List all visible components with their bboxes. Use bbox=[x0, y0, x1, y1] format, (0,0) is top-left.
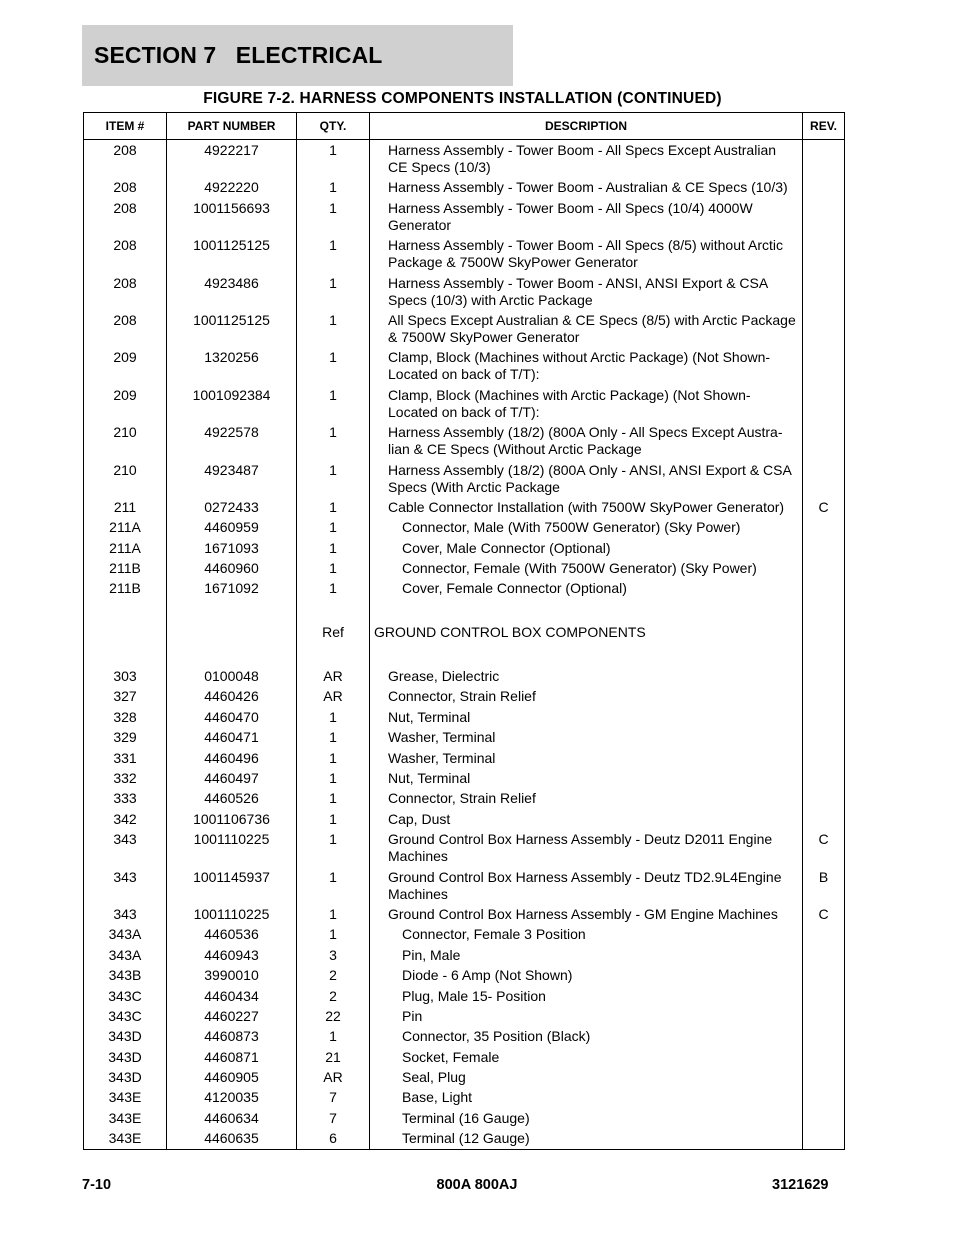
cell-description: Washer, Terminal bbox=[370, 729, 803, 749]
table-row bbox=[84, 770, 845, 790]
cell-description: Connector, Female 3 Position bbox=[370, 926, 803, 946]
table-row bbox=[84, 1130, 845, 1150]
cell-qty: 7 bbox=[297, 1110, 370, 1130]
cell-part-number: 1001145937 bbox=[167, 869, 297, 906]
table-row bbox=[84, 499, 845, 519]
cell-qty: 1 bbox=[297, 237, 370, 274]
cell-item: 343C bbox=[84, 988, 167, 1008]
cell-description: Base, Light bbox=[370, 1089, 803, 1109]
cell-rev bbox=[803, 688, 845, 708]
cell-description: Connector, Female (With 7500W Generator) (Sky Power) bbox=[370, 560, 803, 580]
cell-part-number: 4460471 bbox=[167, 729, 297, 749]
cell-description: Terminal (12 Gauge) bbox=[370, 1130, 803, 1150]
cell-qty: 1 bbox=[297, 179, 370, 199]
table-row bbox=[84, 688, 845, 708]
cell-part-number: 4460497 bbox=[167, 770, 297, 790]
cell-rev bbox=[803, 1069, 845, 1089]
cell-item: 343D bbox=[84, 1049, 167, 1069]
cell-qty: AR bbox=[297, 688, 370, 708]
cell-description: Connector, Male (With 7500W Generator) (Sky Power) bbox=[370, 519, 803, 539]
cell-item: 208 bbox=[84, 237, 167, 274]
cell-qty: 1 bbox=[297, 200, 370, 237]
spacer-cell bbox=[370, 645, 803, 668]
cell-rev: B bbox=[803, 869, 845, 906]
col-header-qty: QTY. bbox=[297, 113, 370, 140]
cell-qty: 1 bbox=[297, 499, 370, 519]
cell-item: 343 bbox=[84, 831, 167, 868]
cell-description: Cap, Dust bbox=[370, 811, 803, 831]
table-row bbox=[84, 540, 845, 560]
table-row bbox=[84, 312, 845, 349]
cell-rev bbox=[803, 140, 845, 180]
cell-qty: AR bbox=[297, 668, 370, 688]
cell-item: 208 bbox=[84, 140, 167, 180]
model-label: 800A 800AJ bbox=[436, 1177, 518, 1193]
cell-rev bbox=[803, 349, 845, 386]
cell-rev bbox=[803, 750, 845, 770]
cell-description: Seal, Plug bbox=[370, 1069, 803, 1089]
cell-rev bbox=[803, 1008, 845, 1028]
table-row bbox=[84, 1008, 845, 1028]
cell-item: 343E bbox=[84, 1089, 167, 1109]
cell-description: Harness Assembly - Tower Boom - Australian & CE Specs (10/3) bbox=[370, 179, 803, 199]
cell-description: GROUND CONTROL BOX COMPONENTS bbox=[370, 624, 803, 644]
cell-qty: 1 bbox=[297, 349, 370, 386]
cell-item: 327 bbox=[84, 688, 167, 708]
parts-table bbox=[83, 112, 845, 1150]
cell-description: Plug, Male 15- Position bbox=[370, 988, 803, 1008]
cell-qty: 2 bbox=[297, 967, 370, 987]
cell-rev bbox=[803, 462, 845, 499]
cell-rev bbox=[803, 519, 845, 539]
table-row bbox=[84, 179, 845, 199]
table-row bbox=[84, 947, 845, 967]
cell-item: 343D bbox=[84, 1069, 167, 1089]
cell-part-number: 4460536 bbox=[167, 926, 297, 946]
cell-description: Diode - 6 Amp (Not Shown) bbox=[370, 967, 803, 987]
cell-qty: 7 bbox=[297, 1089, 370, 1109]
cell-rev bbox=[803, 624, 845, 644]
table-row bbox=[84, 750, 845, 770]
cell-part-number: 4460943 bbox=[167, 947, 297, 967]
table-row bbox=[84, 926, 845, 946]
cell-item: 210 bbox=[84, 424, 167, 461]
cell-description: Cover, Female Connector (Optional) bbox=[370, 580, 803, 600]
cell-rev bbox=[803, 200, 845, 237]
cell-item: 210 bbox=[84, 462, 167, 499]
col-header-rev: REV. bbox=[803, 113, 845, 140]
cell-qty: 1 bbox=[297, 750, 370, 770]
cell-rev bbox=[803, 967, 845, 987]
cell-rev bbox=[803, 926, 845, 946]
cell-qty: 22 bbox=[297, 1008, 370, 1028]
cell-description: Harness Assembly - Tower Boom - All Specs (8/5) without Arctic Package & 7500W SkyPower Generator bbox=[370, 237, 803, 274]
spacer-row bbox=[84, 645, 845, 668]
cell-rev bbox=[803, 387, 845, 424]
cell-qty: 1 bbox=[297, 540, 370, 560]
cell-description: Pin, Male bbox=[370, 947, 803, 967]
col-header-item: ITEM # bbox=[84, 113, 167, 140]
cell-description: Grease, Dielectric bbox=[370, 668, 803, 688]
cell-rev bbox=[803, 560, 845, 580]
cell-qty: 1 bbox=[297, 790, 370, 810]
cell-description: Connector, Strain Relief bbox=[370, 790, 803, 810]
cell-qty: Ref bbox=[297, 624, 370, 644]
cell-part-number: 4460905 bbox=[167, 1069, 297, 1089]
cell-rev bbox=[803, 770, 845, 790]
cell-qty: 1 bbox=[297, 312, 370, 349]
cell-qty: 1 bbox=[297, 709, 370, 729]
cell-qty: 1 bbox=[297, 770, 370, 790]
cell-qty: 1 bbox=[297, 519, 370, 539]
cell-rev bbox=[803, 1028, 845, 1048]
cell-item: 343A bbox=[84, 926, 167, 946]
table-row bbox=[84, 140, 845, 180]
cell-rev bbox=[803, 709, 845, 729]
document-number: 3121629 bbox=[772, 1177, 829, 1193]
figure-title: FIGURE 7-2. HARNESS COMPONENTS INSTALLATION (CONTINUED) bbox=[203, 90, 722, 107]
table-row bbox=[84, 1049, 845, 1069]
cell-qty: 1 bbox=[297, 560, 370, 580]
table-row bbox=[84, 906, 845, 926]
table-row bbox=[84, 729, 845, 749]
cell-rev bbox=[803, 540, 845, 560]
cell-description: Cover, Male Connector (Optional) bbox=[370, 540, 803, 560]
cell-rev bbox=[803, 179, 845, 199]
table-row bbox=[84, 709, 845, 729]
table-row bbox=[84, 1069, 845, 1089]
cell-description: Nut, Terminal bbox=[370, 709, 803, 729]
table-row bbox=[84, 560, 845, 580]
cell-qty: 1 bbox=[297, 1028, 370, 1048]
cell-item: 211A bbox=[84, 519, 167, 539]
cell-description: Cable Connector Installation (with 7500W SkyPower Generator) bbox=[370, 499, 803, 519]
cell-rev bbox=[803, 729, 845, 749]
cell-part-number: 1001110225 bbox=[167, 831, 297, 868]
spacer-cell bbox=[803, 601, 845, 624]
cell-item: 333 bbox=[84, 790, 167, 810]
table-row bbox=[84, 624, 845, 644]
cell-item: 211A bbox=[84, 540, 167, 560]
cell-part-number: 4922217 bbox=[167, 140, 297, 180]
cell-item: 342 bbox=[84, 811, 167, 831]
table-row bbox=[84, 1028, 845, 1048]
cell-part-number: 1001092384 bbox=[167, 387, 297, 424]
parts-table-body bbox=[84, 140, 845, 1150]
cell-part-number: 0272433 bbox=[167, 499, 297, 519]
cell-rev: C bbox=[803, 499, 845, 519]
cell-description: Harness Assembly - Tower Boom - All Specs (10/4) 4000W Generator bbox=[370, 200, 803, 237]
table-row bbox=[84, 462, 845, 499]
cell-rev bbox=[803, 275, 845, 312]
cell-qty: 1 bbox=[297, 811, 370, 831]
cell-item: 211 bbox=[84, 499, 167, 519]
cell-part-number: 1001156693 bbox=[167, 200, 297, 237]
cell-part-number: 4460871 bbox=[167, 1049, 297, 1069]
spacer-cell bbox=[370, 601, 803, 624]
cell-part-number bbox=[167, 624, 297, 644]
cell-description: Harness Assembly - Tower Boom - All Specs Except Australian CE Specs (10/3) bbox=[370, 140, 803, 180]
cell-rev bbox=[803, 424, 845, 461]
cell-part-number: 0100048 bbox=[167, 668, 297, 688]
cell-item: 343A bbox=[84, 947, 167, 967]
table-row bbox=[84, 831, 845, 868]
cell-description: Socket, Female bbox=[370, 1049, 803, 1069]
cell-part-number: 1001106736 bbox=[167, 811, 297, 831]
spacer-cell bbox=[297, 601, 370, 624]
cell-rev bbox=[803, 947, 845, 967]
cell-item: 208 bbox=[84, 200, 167, 237]
cell-item bbox=[84, 624, 167, 644]
cell-qty: 1 bbox=[297, 424, 370, 461]
table-row bbox=[84, 811, 845, 831]
cell-part-number: 3990010 bbox=[167, 967, 297, 987]
cell-item: 343B bbox=[84, 967, 167, 987]
cell-item: 208 bbox=[84, 275, 167, 312]
cell-description: Connector, 35 Position (Black) bbox=[370, 1028, 803, 1048]
cell-part-number: 4460426 bbox=[167, 688, 297, 708]
cell-description: Clamp, Block (Machines without Arctic Package) (Not Shown-Located on back of T/T): bbox=[370, 349, 803, 386]
table-row bbox=[84, 424, 845, 461]
spacer-cell bbox=[84, 645, 167, 668]
spacer-cell bbox=[803, 645, 845, 668]
cell-qty: 6 bbox=[297, 1130, 370, 1150]
cell-description: Clamp, Block (Machines with Arctic Package) (Not Shown-Located on back of T/T): bbox=[370, 387, 803, 424]
cell-item: 209 bbox=[84, 387, 167, 424]
spacer-cell bbox=[297, 645, 370, 668]
cell-item: 331 bbox=[84, 750, 167, 770]
table-row bbox=[84, 237, 845, 274]
cell-qty: 21 bbox=[297, 1049, 370, 1069]
cell-item: 211B bbox=[84, 580, 167, 600]
cell-qty: AR bbox=[297, 1069, 370, 1089]
table-row bbox=[84, 869, 845, 906]
cell-part-number: 4923487 bbox=[167, 462, 297, 499]
cell-rev bbox=[803, 237, 845, 274]
cell-qty: 1 bbox=[297, 275, 370, 312]
cell-part-number: 1671092 bbox=[167, 580, 297, 600]
cell-item: 208 bbox=[84, 312, 167, 349]
cell-description: Ground Control Box Harness Assembly - GM Engine Machines bbox=[370, 906, 803, 926]
cell-item: 208 bbox=[84, 179, 167, 199]
cell-item: 343E bbox=[84, 1110, 167, 1130]
cell-description: Connector, Strain Relief bbox=[370, 688, 803, 708]
cell-description: Pin bbox=[370, 1008, 803, 1028]
cell-item: 343D bbox=[84, 1028, 167, 1048]
col-header-part-number: PART NUMBER bbox=[167, 113, 297, 140]
table-row bbox=[84, 519, 845, 539]
cell-description: Ground Control Box Harness Assembly - Deutz TD2.9L4Engine Machines bbox=[370, 869, 803, 906]
cell-qty: 1 bbox=[297, 462, 370, 499]
spacer-row bbox=[84, 601, 845, 624]
cell-rev bbox=[803, 1049, 845, 1069]
cell-part-number: 4460227 bbox=[167, 1008, 297, 1028]
cell-part-number: 4460496 bbox=[167, 750, 297, 770]
cell-rev bbox=[803, 988, 845, 1008]
cell-description: Terminal (16 Gauge) bbox=[370, 1110, 803, 1130]
cell-item: 303 bbox=[84, 668, 167, 688]
cell-part-number: 4460873 bbox=[167, 1028, 297, 1048]
table-row bbox=[84, 668, 845, 688]
cell-description: Harness Assembly - Tower Boom - ANSI, ANSI Export & CSA Specs (10/3) with Arctic Package bbox=[370, 275, 803, 312]
cell-rev bbox=[803, 668, 845, 688]
cell-part-number: 1001125125 bbox=[167, 312, 297, 349]
cell-rev bbox=[803, 1110, 845, 1130]
cell-part-number: 4922220 bbox=[167, 179, 297, 199]
cell-item: 343 bbox=[84, 906, 167, 926]
col-header-description: DESCRIPTION bbox=[370, 113, 803, 140]
cell-description: Ground Control Box Harness Assembly - Deutz D2011 Engine Machines bbox=[370, 831, 803, 868]
spacer-cell bbox=[167, 645, 297, 668]
cell-rev bbox=[803, 1130, 845, 1150]
cell-item: 332 bbox=[84, 770, 167, 790]
table-row bbox=[84, 387, 845, 424]
cell-rev: C bbox=[803, 906, 845, 926]
cell-qty: 2 bbox=[297, 988, 370, 1008]
cell-qty: 1 bbox=[297, 831, 370, 868]
spacer-cell bbox=[167, 601, 297, 624]
cell-qty: 1 bbox=[297, 387, 370, 424]
cell-part-number: 4460959 bbox=[167, 519, 297, 539]
cell-qty: 1 bbox=[297, 926, 370, 946]
cell-part-number: 1001125125 bbox=[167, 237, 297, 274]
cell-description: Washer, Terminal bbox=[370, 750, 803, 770]
table-row bbox=[84, 349, 845, 386]
table-row bbox=[84, 967, 845, 987]
table-row bbox=[84, 200, 845, 237]
cell-part-number: 4120035 bbox=[167, 1089, 297, 1109]
page-number: 7-10 bbox=[82, 1177, 112, 1193]
table-row bbox=[84, 790, 845, 810]
cell-rev bbox=[803, 580, 845, 600]
cell-item: 211B bbox=[84, 560, 167, 580]
cell-part-number: 1671093 bbox=[167, 540, 297, 560]
spacer-cell bbox=[84, 601, 167, 624]
cell-rev bbox=[803, 1089, 845, 1109]
cell-part-number: 4460634 bbox=[167, 1110, 297, 1130]
cell-item: 209 bbox=[84, 349, 167, 386]
cell-qty: 1 bbox=[297, 906, 370, 926]
cell-part-number: 4923486 bbox=[167, 275, 297, 312]
cell-qty: 1 bbox=[297, 580, 370, 600]
table-header-row bbox=[84, 113, 845, 140]
cell-description: Harness Assembly (18/2) (800A Only - ANSI, ANSI Export & CSA Specs (With Arctic Package bbox=[370, 462, 803, 499]
cell-description: All Specs Except Australian & CE Specs (8/5) with Arctic Package & 7500W SkyPower Generator bbox=[370, 312, 803, 349]
cell-qty: 3 bbox=[297, 947, 370, 967]
table-row bbox=[84, 1089, 845, 1109]
section-title: SECTION 7 ELECTRICAL bbox=[94, 42, 383, 68]
cell-qty: 1 bbox=[297, 869, 370, 906]
cell-part-number: 4460635 bbox=[167, 1130, 297, 1150]
cell-part-number: 1001110225 bbox=[167, 906, 297, 926]
cell-rev bbox=[803, 811, 845, 831]
cell-item: 343 bbox=[84, 869, 167, 906]
cell-part-number: 4460960 bbox=[167, 560, 297, 580]
table-row bbox=[84, 988, 845, 1008]
cell-item: 343E bbox=[84, 1130, 167, 1150]
cell-part-number: 4460526 bbox=[167, 790, 297, 810]
cell-rev: C bbox=[803, 831, 845, 868]
cell-description: Harness Assembly (18/2) (800A Only - All Specs Except Austra-lian & CE Specs (Without Arctic Package bbox=[370, 424, 803, 461]
cell-part-number: 4460470 bbox=[167, 709, 297, 729]
cell-part-number: 1320256 bbox=[167, 349, 297, 386]
cell-description: Nut, Terminal bbox=[370, 770, 803, 790]
cell-qty: 1 bbox=[297, 729, 370, 749]
cell-item: 329 bbox=[84, 729, 167, 749]
table-row bbox=[84, 580, 845, 600]
cell-qty: 1 bbox=[297, 140, 370, 180]
cell-item: 328 bbox=[84, 709, 167, 729]
cell-item: 343C bbox=[84, 1008, 167, 1028]
cell-part-number: 4922578 bbox=[167, 424, 297, 461]
section-header bbox=[82, 25, 513, 86]
cell-part-number: 4460434 bbox=[167, 988, 297, 1008]
table-row bbox=[84, 275, 845, 312]
table-row bbox=[84, 1110, 845, 1130]
cell-rev bbox=[803, 312, 845, 349]
cell-rev bbox=[803, 790, 845, 810]
